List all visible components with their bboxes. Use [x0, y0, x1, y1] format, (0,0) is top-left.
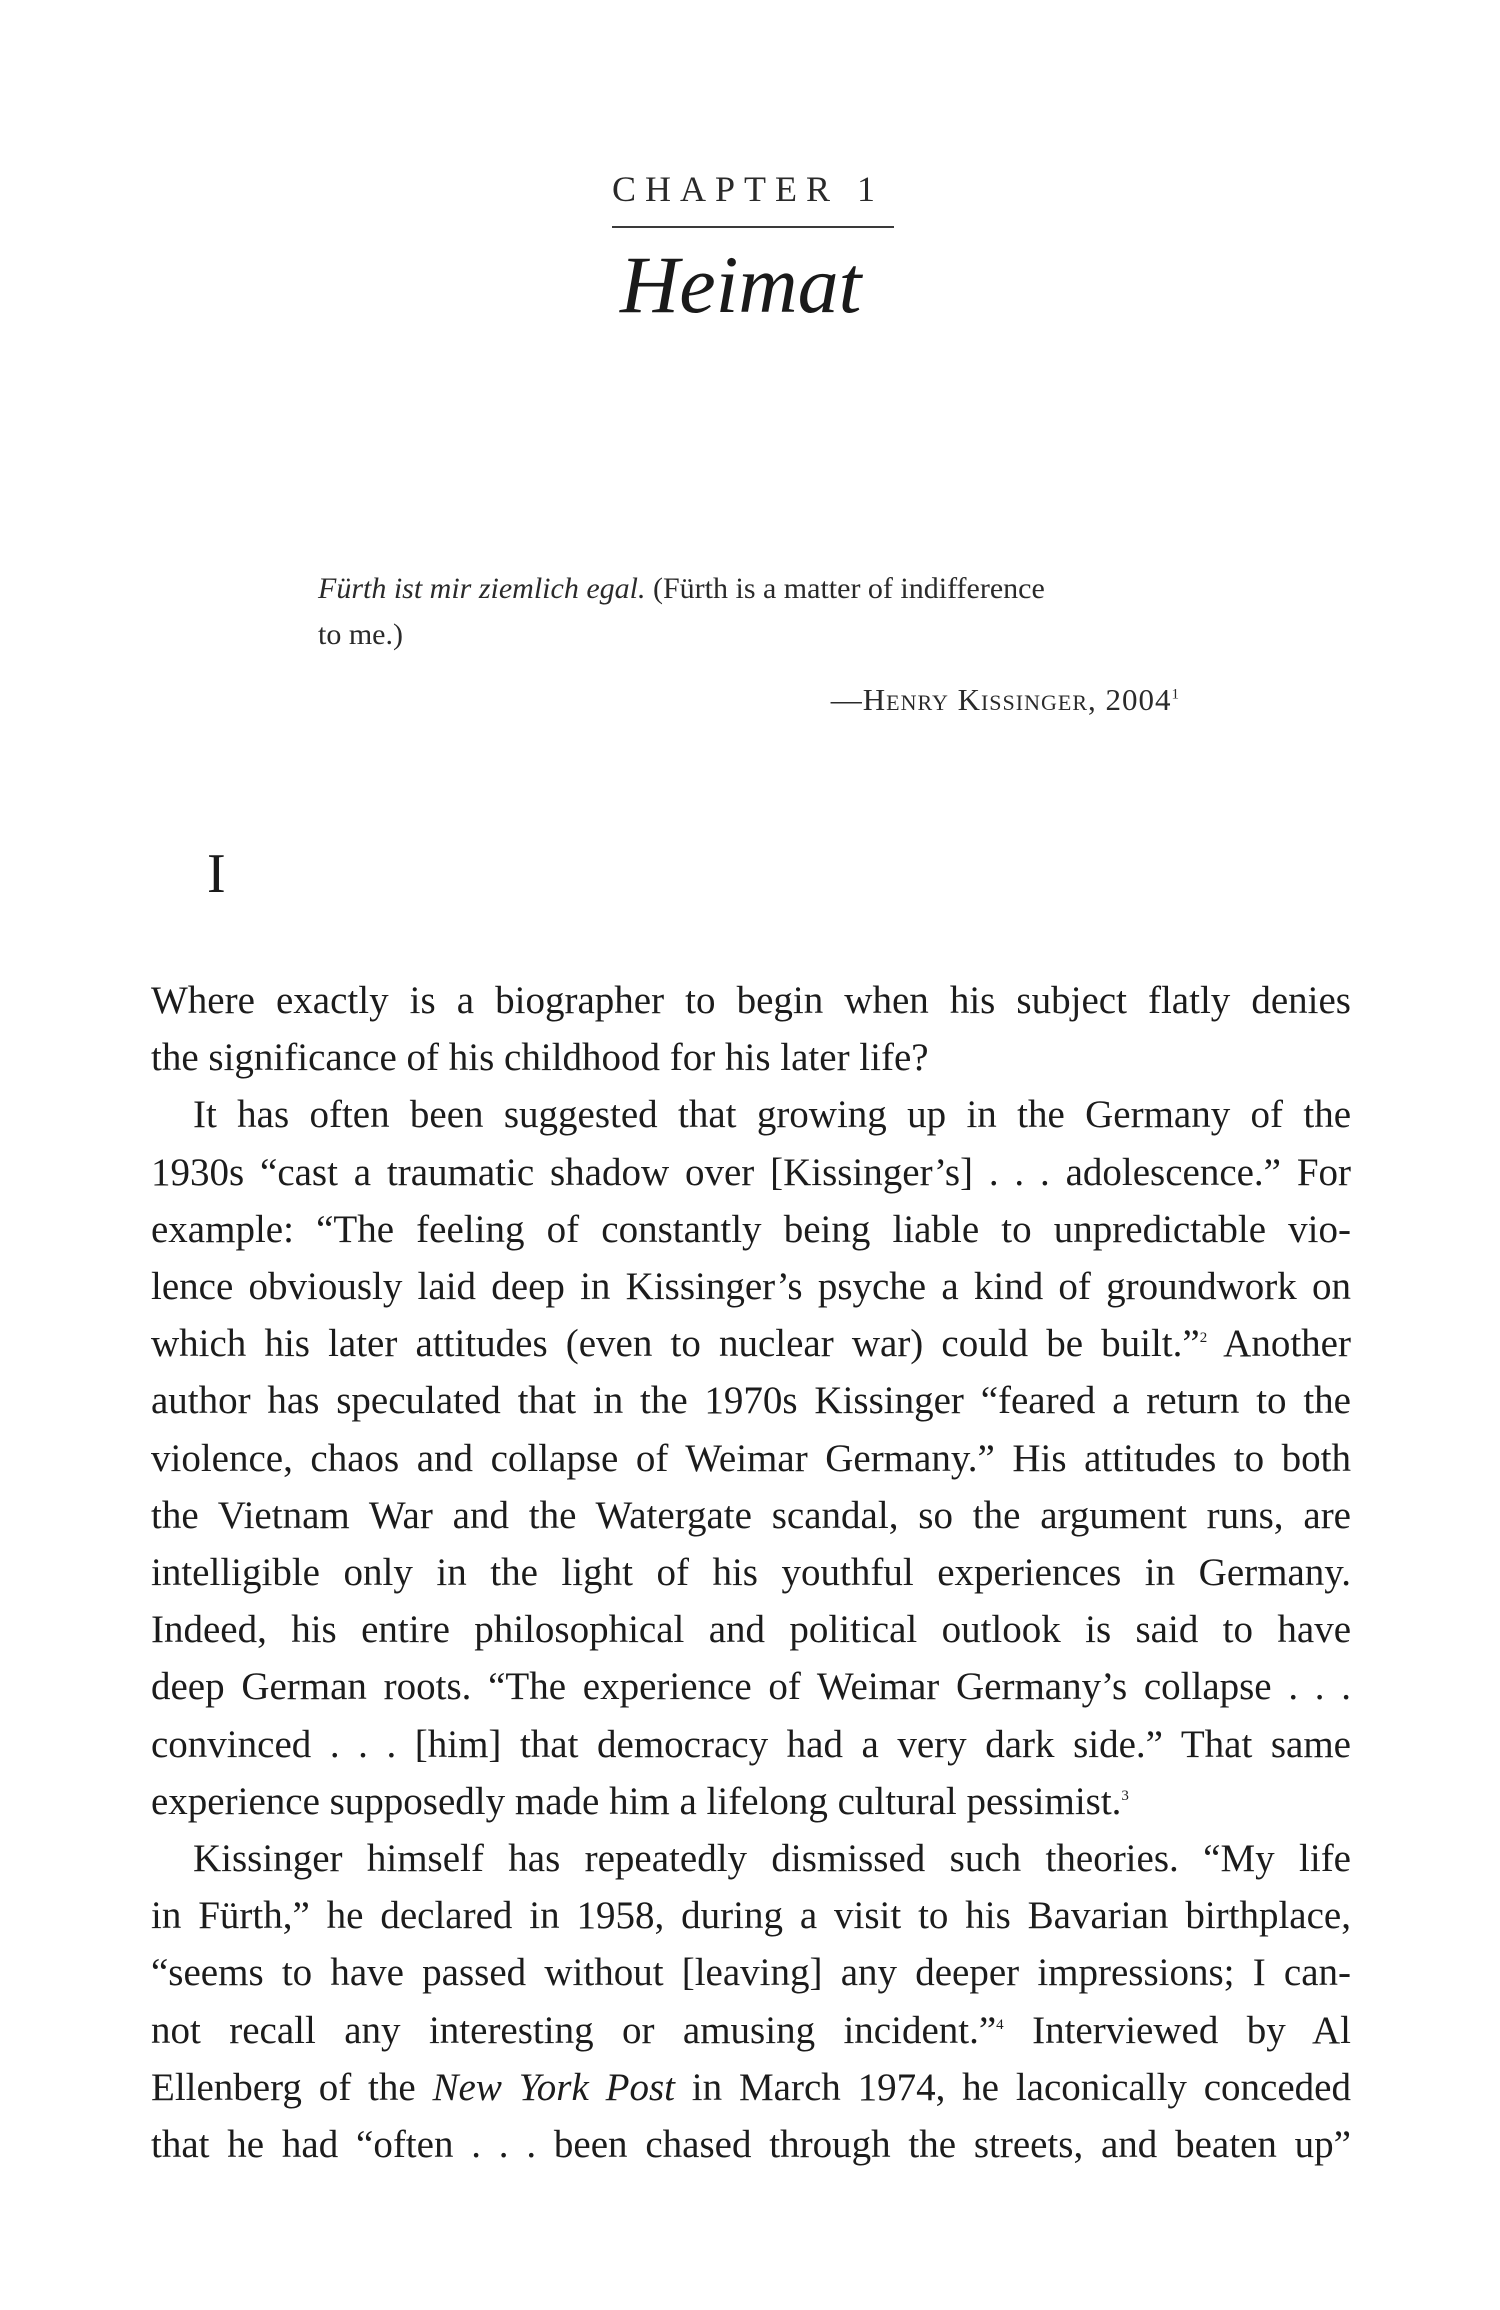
- chapter-rule: [612, 226, 894, 228]
- text-line: author has speculated that in the 1970s Kissinger “feared a return to the: [151, 1379, 1351, 1423]
- body-text: [151, 972, 1351, 2173]
- text-line: the significance of his childhood for his later life?: [151, 1036, 929, 1080]
- text-line: Kissinger himself has repeatedly dismissed such theories. “My life: [193, 1837, 1351, 1881]
- paragraph-1: [151, 972, 1351, 1086]
- text-line: [151, 2002, 1351, 2059]
- text-run: in March 1974, he laconically conceded: [674, 2065, 1351, 2109]
- epigraph: [318, 566, 1198, 658]
- text-line: [151, 1315, 1351, 1372]
- text-line: 1930s “cast a traumatic shadow over [Kissinger’s] . . . adolescence.” For: [151, 1150, 1351, 1194]
- epigraph-german: Fürth ist mir ziemlich egal.: [318, 572, 646, 605]
- text-run: Another: [1207, 1322, 1351, 1366]
- footnote-marker: 1: [1171, 686, 1180, 703]
- chapter-label: CHAPTER 1: [612, 169, 885, 209]
- newspaper-title: New York Post: [432, 2065, 675, 2109]
- epigraph-translation-end: to me.): [318, 618, 403, 651]
- attribution-text: —Henry Kissinger, 2004: [830, 682, 1172, 717]
- text-line: convinced . . . [him] that democracy had a very dark side.” That same: [151, 1722, 1351, 1766]
- text-line: intelligible only in the light of his youthful experiences in Germany.: [151, 1551, 1351, 1595]
- text-line: “seems to have passed without [leaving] any deeper impressions; I can-: [151, 1951, 1351, 1995]
- text-line: [151, 1773, 1351, 1830]
- chapter-title: Heimat: [620, 239, 862, 330]
- text-line: lence obviously laid deep in Kissinger’s psyche a kind of groundwork on: [151, 1265, 1351, 1309]
- text-line: violence, chaos and collapse of Weimar Germany.” His attitudes to both: [151, 1436, 1351, 1480]
- epigraph-translation: (Fürth is a matter of indifference: [652, 572, 1045, 605]
- text-line: example: “The feeling of constantly being liable to unpredictable vio-: [151, 1207, 1351, 1251]
- text-run: Interviewed by Al: [1003, 2008, 1351, 2052]
- text-run: which his later attitudes (even to nuclear war) could be built.”: [151, 1322, 1200, 1366]
- text-line: Where exactly is a biographer to begin when his subject flatly denies: [151, 979, 1351, 1022]
- text-run: not recall any interesting or amusing incident.”: [151, 2008, 997, 2052]
- text-line: the Vietnam War and the Watergate scandal, so the argument runs, are: [151, 1493, 1351, 1537]
- paragraph-2: [151, 1086, 1351, 1830]
- text-line: It has often been suggested that growing up in the Germany of the: [193, 1093, 1351, 1137]
- text-line: deep German roots. “The experience of Weimar Germany’s collapse . . .: [151, 1665, 1351, 1709]
- text-line: in Fürth,” he declared in 1958, during a visit to his Bavarian birthplace,: [151, 1894, 1351, 1938]
- paragraph-3: [151, 1830, 1351, 2173]
- text-line: that he had “often . . . been chased through the streets, and beaten up”: [151, 2123, 1351, 2167]
- section-numeral: I: [207, 843, 226, 905]
- footnote-marker: 4: [996, 2016, 1004, 2033]
- text-run: Ellenberg of the: [151, 2065, 433, 2109]
- epigraph-attribution: [760, 682, 1180, 718]
- footnote-marker: 2: [1199, 1330, 1208, 1347]
- text-run: experience supposedly made him a lifelong cultural pessimist.: [151, 1779, 1122, 1823]
- footnote-marker: 3: [1121, 1787, 1129, 1804]
- text-line: Indeed, his entire philosophical and political outlook is said to have: [151, 1608, 1351, 1652]
- text-line: [151, 2059, 1351, 2116]
